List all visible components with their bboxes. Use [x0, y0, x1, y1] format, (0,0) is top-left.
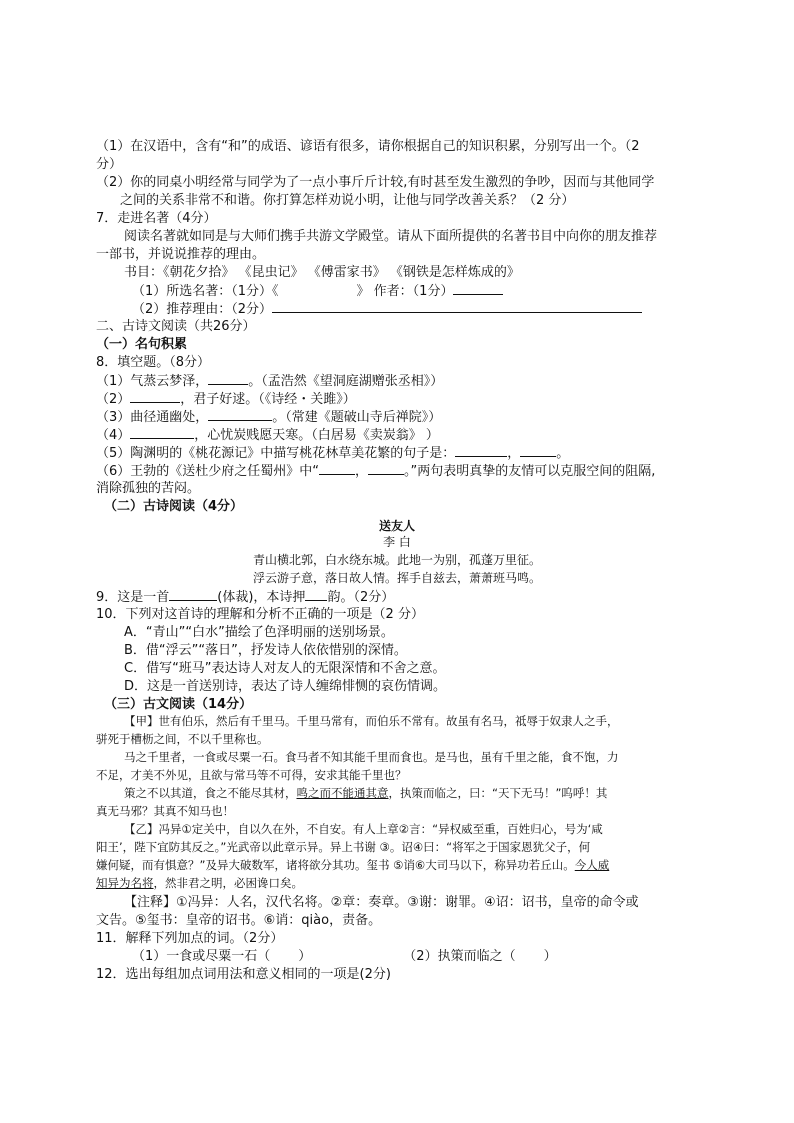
section-2-2-heading: （二）古诗阅读（4分）: [104, 499, 244, 514]
fill-1-blank[interactable]: [208, 372, 248, 385]
book-list: 书目：《朝花夕拾》 《昆虫记》 《傅雷家书》 《钢铁是怎样炼成的》: [124, 265, 520, 280]
fill-2: [96, 390, 356, 408]
fill-6: [96, 462, 655, 480]
question-7-intro-cont: 一部书，并说说推荐的理由。: [96, 247, 266, 262]
passage-a-line-2: 骈死于槽枥之间，不以千里称也。: [96, 732, 269, 746]
fill-5-blank-a[interactable]: [455, 444, 507, 457]
poem-line-1: 青山横北郭，白水绕东城。此地一为别，孤蓬万里征。: [252, 553, 541, 567]
passage-b-line-3-text: 嫌何疑，而有惧意？”及异大破数军，诸将欲分其功。玺书 ⑤诮⑥大司马以下，称异功若丘山。: [96, 858, 575, 872]
option-b: B．借“浮云”“落日”，抒发诗人依依惜别的深情。: [124, 643, 407, 658]
passage-b-line-2: 阳王’，陛下宜防其反之。”光武帝以此章示异。异上书谢 ③。诏④曰：“将军之于国家恩犹父子，何: [96, 840, 591, 854]
passage-b-line-3: [96, 858, 609, 873]
fill-3-source: 。（常建《题破山寺后禅院》）: [272, 410, 442, 425]
fill-6-blank-a[interactable]: [319, 462, 355, 475]
poem-title: 送友人: [378, 519, 415, 533]
fill-2-text: ，君子好逑。（《诗经・关雎》）: [180, 392, 356, 407]
fill-4-blank[interactable]: [130, 426, 194, 439]
option-c: C．借写“班马”表达诗人对友人的无限深情和不舍之意。: [124, 661, 446, 676]
passage-a-line-6: 真无马邪？其真不知马也！: [96, 804, 234, 818]
question-11-2: （2）执策而临之（: [403, 949, 516, 964]
question-8-heading: 8．填空题。（8分）: [96, 355, 211, 370]
fill-3-blank[interactable]: [208, 408, 272, 421]
fill-6-end: 。”两句表明真挚的友情可以克服空间的阻隔,: [404, 464, 656, 479]
passage-a-line-5: [124, 786, 607, 801]
fill-5-comma: ，: [507, 446, 521, 461]
question-7-1-author: 》 作者：（1分）: [356, 284, 454, 299]
fill-5-blank-b[interactable]: [520, 444, 556, 457]
fill-1-source: 。（孟浩然《望洞庭湖赠张丞相》）: [248, 374, 444, 389]
option-d: D．这是一首送别诗，表达了诗人缠绵悱恻的哀伤情调。: [124, 679, 447, 694]
poem-line-2: 浮云游子意，落日故人情。挥手自兹去，萧萧班马鸣。: [252, 571, 541, 585]
underlined-sentence-b-start: 今人威: [574, 858, 610, 872]
poem-author: 李 白: [383, 535, 411, 549]
passage-b-line-1: 【乙】冯异①定关中，自以久在外，不自安。有人上章②言：“异权威至重，百姓归心，号为‘咸: [124, 822, 603, 836]
fill-6-blank-b[interactable]: [368, 462, 404, 475]
question-11-items: [132, 948, 557, 965]
rhyme-blank[interactable]: [305, 588, 327, 601]
notes-line-1: 【注释】①冯异：人名，汉代名将。②章：奏章。③谢：谢罪。④诏：诏书，皇帝的命令或: [124, 895, 639, 910]
question-10: 10．下列对这首诗的理解和分析不正确的一项是（2 分）: [96, 607, 424, 622]
question-7-intro: 阅读名著就如同是与大师们携手共游文学殿堂。请从下面所提供的名著书目中向你的朋友推荐: [124, 229, 658, 244]
fill-4-num: （4）: [96, 428, 131, 443]
fill-2-blank[interactable]: [130, 390, 180, 403]
fill-4-text: ，心忧炭贱愿天寒。（白居易《卖炭翁》 ）: [194, 428, 439, 443]
section-2-heading: 二、古诗文阅读（共26分）: [96, 319, 256, 334]
passage-a-line-5-start: 策之不以其道，食之不能尽其材，: [124, 786, 297, 800]
passage-a-line-1: 【甲】世有伯乐，然后有千里马。千里马常有，而伯乐不常有。故虽有名马，祗辱于奴隶人之手，: [124, 714, 619, 728]
fill-5-text: （5）陶渊明的《桃花源记》中描写桃花林草美花繁的句子是：: [96, 446, 456, 461]
question-11-1: （1）一食或尽粟一石（: [132, 949, 271, 964]
question-7-2-text: （2）推荐理由：（2分）: [132, 302, 273, 317]
fill-1-text: （1）气蒸云梦泽，: [96, 374, 209, 389]
question-11-1-close: ）: [298, 949, 312, 964]
fill-3-text: （3）曲径通幽处，: [96, 410, 209, 425]
option-a: A．“青山”“白水”描绘了色泽明丽的送别场景。: [124, 625, 394, 640]
underlined-sentence-a: 鸣之而不能通其意: [296, 786, 389, 800]
question-11-2-close: ）: [543, 949, 557, 964]
fill-5-end: 。: [556, 446, 570, 461]
passage-a-line-5-end: ，执策而临之，曰：“天下无马！”呜呼！其: [388, 786, 608, 800]
question-6-2-cont: 之间的关系非常不和谐。你打算怎样劝说小明，让他与同学改善关系？（2 分）: [120, 193, 575, 208]
underlined-sentence-b-end: 知异为名将: [96, 876, 154, 890]
passage-a-line-3: 马之千里者，一食或尽粟一石。食马者不知其能千里而食也。是马也，虽有千里之能，食不饱，力: [124, 750, 619, 764]
fill-6-cont: 消除孤独的苦闷。: [96, 481, 201, 496]
passage-a-line-4: 不足，才美不外见，且欲与常马等不可得，安求其能千里也？: [96, 768, 407, 782]
question-9-mid: (体裁)，本诗押: [217, 590, 306, 605]
question-7-2: [132, 300, 642, 318]
genre-blank[interactable]: [169, 588, 217, 601]
fill-6-text: （6）王勃的《送杜少府之任蜀州》中“: [96, 464, 320, 479]
reason-blank[interactable]: [272, 300, 642, 313]
question-9-end: 韵。（2分）: [327, 590, 395, 605]
question-7-heading: 7．走进名著（4分）: [96, 211, 217, 226]
fill-6-comma: ，: [355, 464, 369, 479]
section-2-1-heading: （一）名句积累: [96, 337, 188, 352]
question-6-2: （2）你的同桌小明经常与同学为了一点小事斤斤计较,有时甚至发生激烈的争吵，因而与其他同学: [96, 175, 655, 190]
question-7-1: [132, 282, 503, 300]
passage-b-line-4: [96, 876, 303, 891]
section-2-3-heading: （三）古文阅读（14分）: [104, 697, 253, 712]
question-9-text: 9．这是一首: [96, 590, 170, 605]
question-6-1-score: 分）: [96, 157, 123, 172]
fill-2-num: （2）: [96, 392, 131, 407]
fill-4: [96, 426, 439, 444]
question-7-1-text: （1）所选名著：（1分）《: [132, 284, 279, 299]
question-6-1: （1）在汉语中，含有“和”的成语、谚语有很多，请你根据自己的知识积累，分别写出一个。（2: [96, 139, 640, 154]
notes-line-2: 文告。⑤玺书：皇帝的诏书。⑥诮：qiào，责备。: [96, 913, 382, 928]
question-9: [96, 588, 394, 606]
question-12: 12．选出每组加点词用法和意义相同的一项是(2分): [96, 967, 391, 982]
fill-3: [96, 408, 441, 426]
fill-1: [96, 372, 443, 390]
question-11: 11．解释下列加点的词。（2分）: [96, 931, 284, 946]
fill-5: [96, 444, 569, 462]
passage-b-line-4-text: ，然非君之明，必困谗口矣。: [153, 876, 303, 890]
author-blank[interactable]: [453, 282, 503, 295]
